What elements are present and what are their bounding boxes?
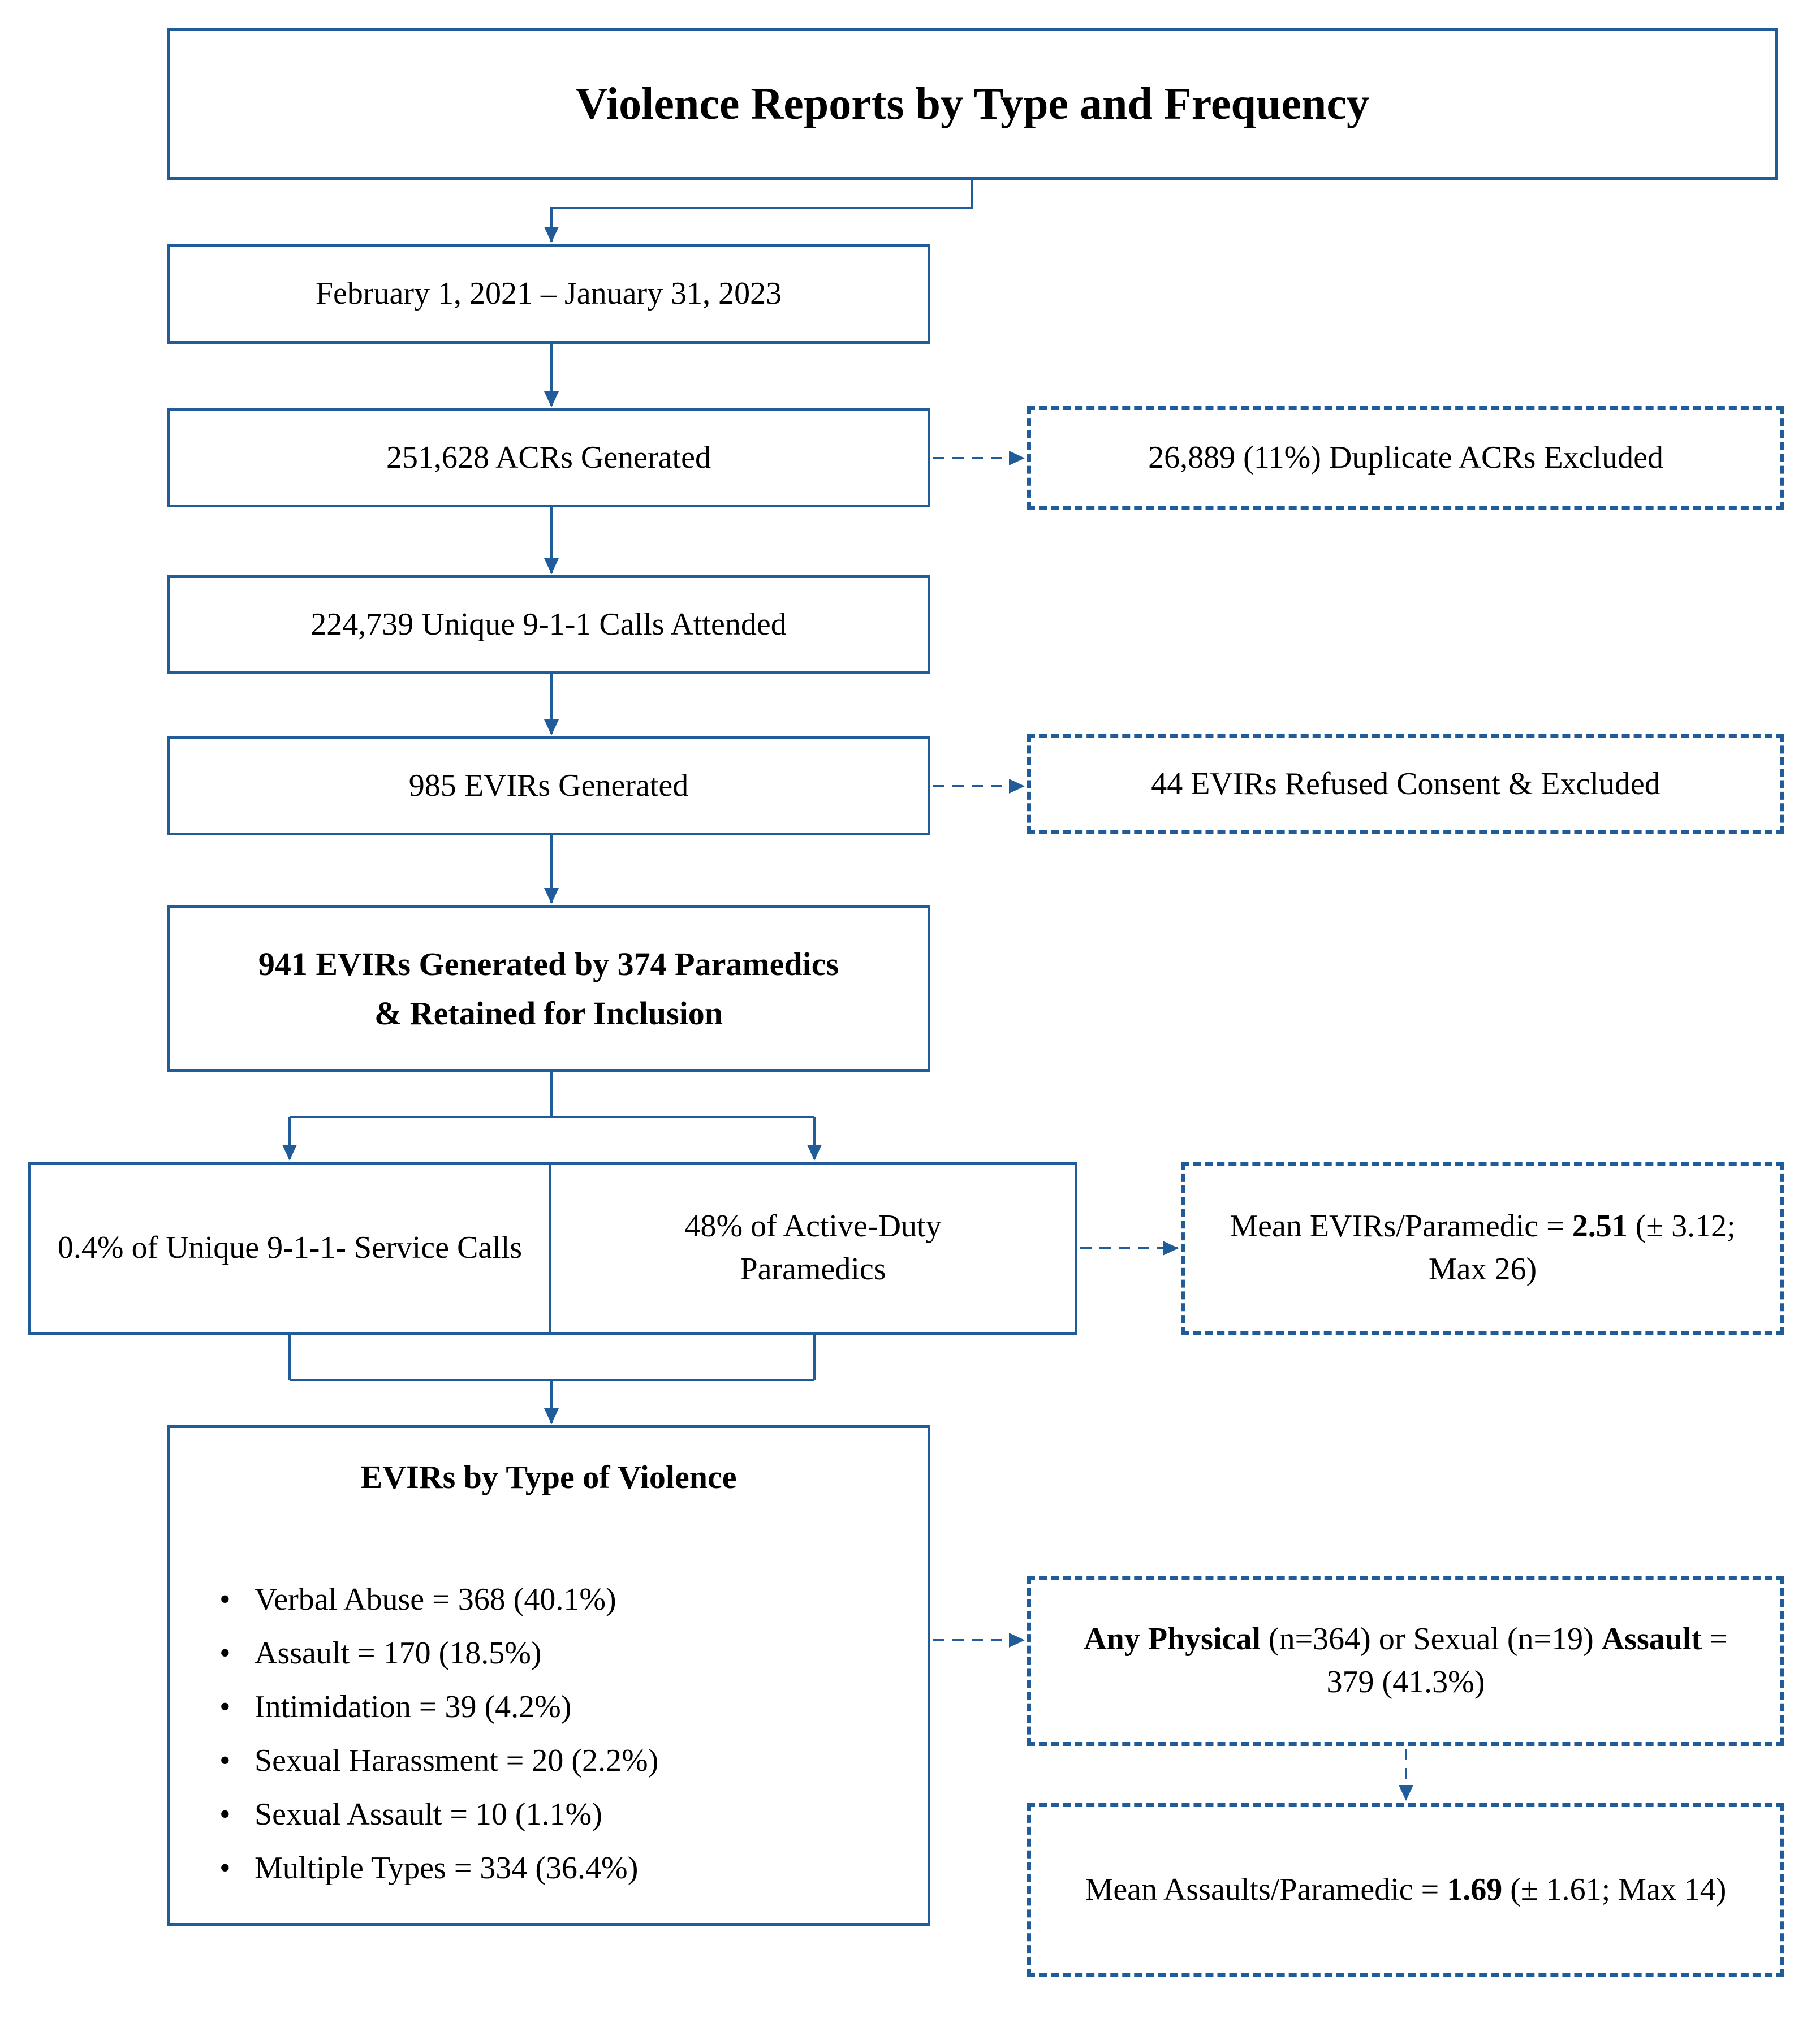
mean-evirs-suffix: (± 3.12; Max 26)	[1428, 1209, 1736, 1287]
evirs-retained-box	[167, 905, 930, 1072]
mean-evirs-prefix: Mean EVIRs/Paramedic =	[1230, 1209, 1572, 1244]
evirs-generated-box	[167, 736, 930, 835]
any-assault-bold2: Assault	[1601, 1622, 1702, 1657]
arrow-title-to-date	[551, 180, 972, 242]
mean-assaults-suffix: (± 1.61; Max 14)	[1502, 1872, 1727, 1907]
violence-type-item: • Sexual Harassment = 20 (2.2%)	[215, 1734, 928, 1788]
any-assault-suffix: = 379 (41.3%)	[1326, 1622, 1728, 1700]
mean-assaults-box	[1027, 1803, 1784, 1977]
mean-evirs-text	[1216, 1205, 1749, 1291]
evirs-retained-line2: & Retained for Inclusion	[374, 994, 723, 1032]
mean-assaults-prefix: Mean Assaults/Paramedic =	[1085, 1872, 1447, 1907]
diagram-title: Violence Reports by Type and Frequency	[575, 79, 1369, 129]
mean-assaults-text	[1085, 1869, 1727, 1912]
violence-types-heading: EVIRs by Type of Violence	[360, 1459, 737, 1495]
mean-evirs-value: 2.51	[1572, 1209, 1628, 1244]
any-assault-text	[1065, 1618, 1746, 1704]
mean-assaults-value: 1.69	[1447, 1872, 1503, 1907]
unique-calls-box	[167, 575, 930, 674]
acrs-generated-text: 251,628 ACRs Generated	[386, 439, 711, 475]
evirs-generated-text: 985 EVIRs Generated	[408, 767, 689, 803]
pct-service-calls-text: 0.4% of Unique 9-1-1- Service Calls	[57, 1230, 523, 1266]
violence-types-box	[167, 1425, 930, 1926]
split-connector	[290, 1072, 814, 1117]
refused-consent-text: 44 EVIRs Refused Consent & Excluded	[1151, 766, 1661, 801]
any-assault-mid: (n=364) or Sexual (n=19)	[1260, 1622, 1602, 1657]
acrs-generated-box	[167, 408, 930, 507]
duplicates-excluded-text: 26,889 (11%) Duplicate ACRs Excluded	[1148, 439, 1663, 475]
title-box	[167, 28, 1778, 180]
violence-type-item: • Intimidation = 39 (4.2%)	[215, 1680, 928, 1734]
unique-calls-text: 224,739 Unique 9-1-1 Calls Attended	[310, 606, 787, 642]
pct-service-calls-box	[28, 1162, 551, 1335]
violence-type-item: • Verbal Abuse = 368 (40.1%)	[215, 1573, 928, 1627]
mean-evirs-box	[1181, 1162, 1784, 1335]
any-assault-bold1: Any Physical	[1084, 1622, 1261, 1657]
evirs-retained-line1: 941 EVIRs Generated by 374 Paramedics	[258, 945, 839, 982]
violence-type-item: • Multiple Types = 334 (36.4%)	[215, 1842, 928, 1895]
merge-connector	[290, 1335, 814, 1380]
refused-consent-box	[1027, 734, 1784, 834]
violence-types-list	[170, 1573, 928, 1895]
date-range-box	[167, 244, 930, 344]
pct-paramedics-box	[549, 1162, 1077, 1335]
pct-paramedics-text: 48% of Active-Duty Paramedics	[684, 1209, 942, 1287]
violence-type-item: • Assault = 170 (18.5%)	[215, 1627, 928, 1680]
any-assault-box	[1027, 1576, 1784, 1746]
duplicates-excluded-box	[1027, 406, 1784, 510]
violence-type-item: • Sexual Assault = 10 (1.1%)	[215, 1788, 928, 1842]
date-range-text: February 1, 2021 – January 31, 2023	[315, 275, 782, 311]
